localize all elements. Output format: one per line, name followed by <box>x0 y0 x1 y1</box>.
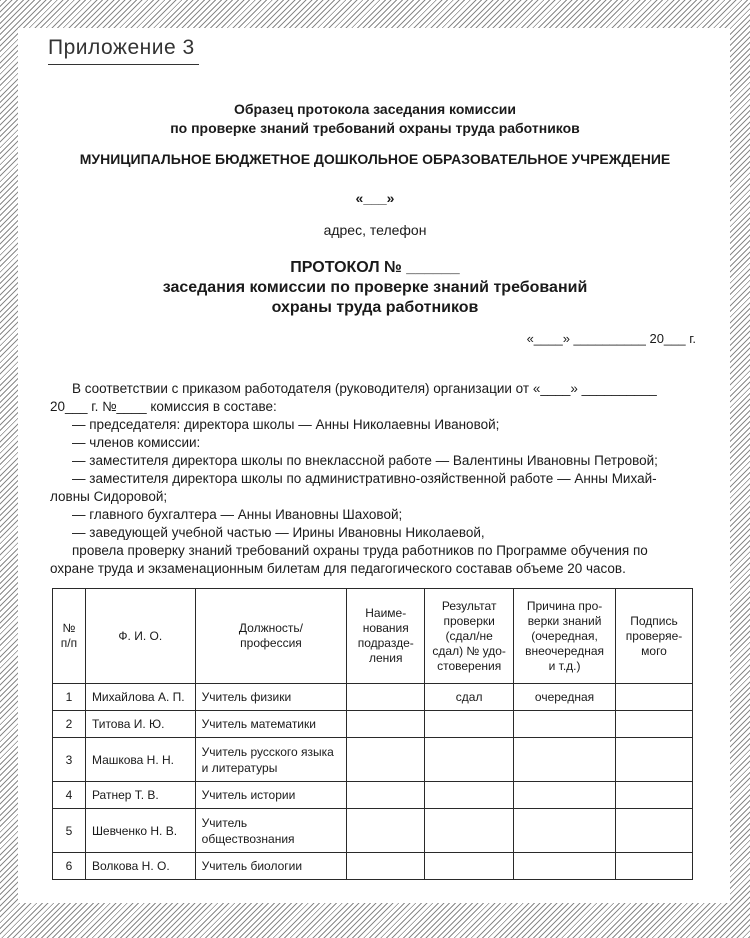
cell-reason <box>514 782 616 809</box>
cell-department <box>347 738 425 782</box>
cell-result <box>425 711 514 738</box>
cell-department <box>347 711 425 738</box>
cell-reason <box>514 738 616 782</box>
header-position: Должность/ профессия <box>195 589 347 684</box>
body-paragraph <box>50 380 698 578</box>
table-row <box>53 782 693 809</box>
protocol-heading <box>0 258 750 318</box>
cell-result <box>425 809 514 853</box>
header-signature: Подпись проверяе- мого <box>616 589 693 684</box>
header-number: № п/п <box>53 589 86 684</box>
cell-department <box>347 684 425 711</box>
cell-signature <box>616 684 693 711</box>
cell-result <box>425 738 514 782</box>
cell-number: 6 <box>53 853 86 880</box>
cell-number: 5 <box>53 809 86 853</box>
document-title-line-2: по проверке знаний требований охраны труда работников <box>170 120 580 136</box>
cell-number: 2 <box>53 711 86 738</box>
header-department: Наиме- нования подразде- ления <box>347 589 425 684</box>
cell-name: Ратнер Т. В. <box>85 782 195 809</box>
cell-number: 4 <box>53 782 86 809</box>
cell-name: Михайлова А. П. <box>85 684 195 711</box>
date-line: «____» __________ 20___ г. <box>526 331 696 346</box>
protocol-subtitle-line-1: заседания комиссии по проверке знаний требований <box>162 279 588 296</box>
para-line: — главного бухгалтера — Анны Ивановны Шаховой; <box>72 507 403 522</box>
cell-name: Волкова Н. О. <box>85 853 195 880</box>
cell-department <box>347 782 425 809</box>
protocol-subtitle-line-2: охраны труда работников <box>271 299 479 316</box>
cell-number: 1 <box>53 684 86 711</box>
cell-position: Учитель русского языка и литературы <box>195 738 347 782</box>
cell-reason <box>514 711 616 738</box>
cell-signature <box>616 738 693 782</box>
cell-name: Машкова Н. Н. <box>85 738 195 782</box>
table-row <box>53 711 693 738</box>
cell-position: Учитель математики <box>195 711 347 738</box>
cell-reason: очередная <box>514 684 616 711</box>
cell-department <box>347 853 425 880</box>
para-line: — заведующей учебной частью — Ирины Ивановны Николаевой, <box>72 525 485 540</box>
cell-name: Титова И. Ю. <box>85 711 195 738</box>
para-line: — заместителя директора школы по административно-озяйственной работе — Анны Михай- <box>72 471 657 486</box>
para-line: В соответствии с приказом работодателя (руководителя) организации от «____» __________ <box>72 381 657 396</box>
cell-result <box>425 782 514 809</box>
para-line: — заместителя директора школы по внеклассной работе — Валентины Ивановны Петровой; <box>72 453 658 468</box>
cell-result: сдал <box>425 684 514 711</box>
table-header-row <box>53 589 693 684</box>
header-result: Результат проверки (сдал/не сдал) № удо- стоверения <box>425 589 514 684</box>
cell-department <box>347 809 425 853</box>
para-line: 20___ г. №____ комиссия в составе: <box>50 399 277 414</box>
cell-number: 3 <box>53 738 86 782</box>
cell-position: Учитель биологии <box>195 853 347 880</box>
cell-signature <box>616 782 693 809</box>
document-title <box>0 100 750 138</box>
appendix-label: Приложение 3 <box>48 36 199 65</box>
protocol-table <box>52 588 693 880</box>
para-line: ловны Сидоровой; <box>50 489 168 504</box>
table-row <box>53 738 693 782</box>
cell-reason <box>514 853 616 880</box>
cell-signature <box>616 711 693 738</box>
cell-result <box>425 853 514 880</box>
cell-position: Учитель обществознания <box>195 809 347 853</box>
cell-signature <box>616 853 693 880</box>
cell-position: Учитель физики <box>195 684 347 711</box>
organization-name: МУНИЦИПАЛЬНОЕ БЮДЖЕТНОЕ ДОШКОЛЬНОЕ ОБРАЗОВАТЕЛЬНОЕ УЧРЕЖДЕНИЕ <box>79 151 671 167</box>
table-row <box>53 853 693 880</box>
cell-position: Учитель истории <box>195 782 347 809</box>
para-line: — председателя: директора школы — Анны Николаевны Ивановой; <box>72 417 500 432</box>
table-row <box>53 684 693 711</box>
header-name: Ф. И. О. <box>85 589 195 684</box>
cell-reason <box>514 809 616 853</box>
para-line: охране труда и экзаменационным билетам для педагогического составав объеме 20 часов. <box>50 561 626 576</box>
table-row <box>53 809 693 853</box>
para-line: провела проверку знаний требований охраны труда работников по Программе обучения по <box>72 543 648 558</box>
header-reason: Причина про- верки знаний (очередная, внеочередная и т.д.) <box>514 589 616 684</box>
cell-name: Шевченко Н. В. <box>85 809 195 853</box>
cell-signature <box>616 809 693 853</box>
document-title-line-1: Образец протокола заседания комиссии <box>234 101 516 117</box>
address-line: адрес, телефон <box>323 222 427 238</box>
protocol-number: ПРОТОКОЛ № ______ <box>290 259 460 276</box>
organization-quote: «___» <box>355 190 395 206</box>
para-line: — членов комиссии: <box>72 435 201 450</box>
